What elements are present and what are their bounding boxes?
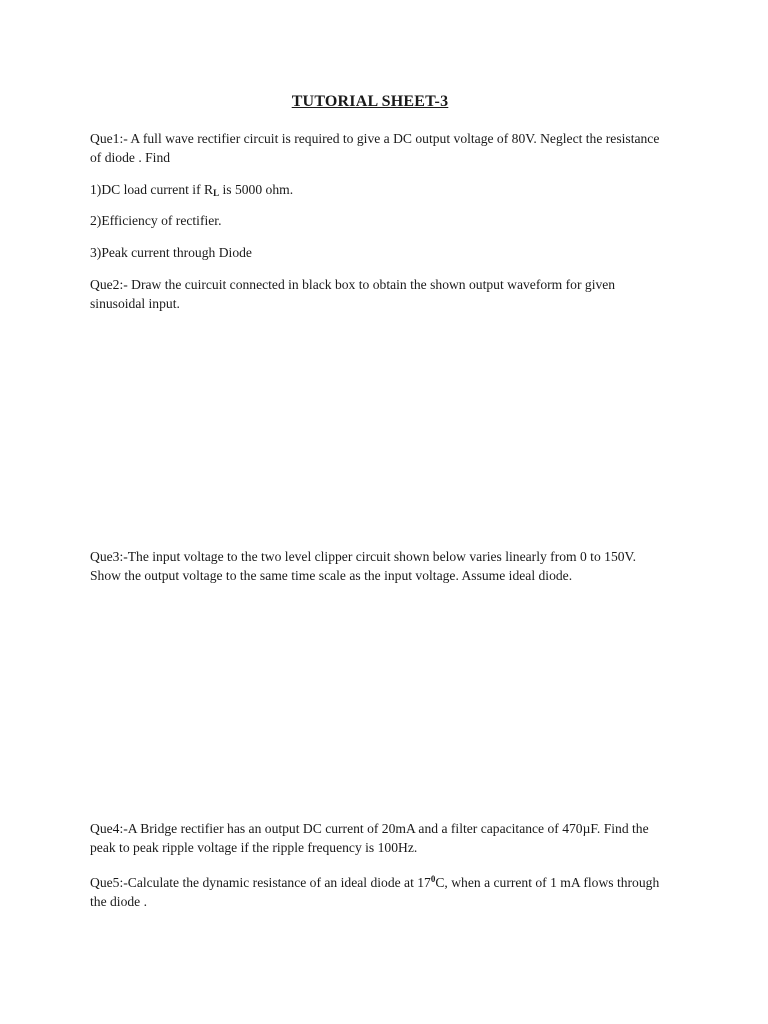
- degree-superscript: 0: [430, 874, 436, 884]
- question-1-part-3: 3)Peak current through Diode: [90, 245, 252, 260]
- question-2-text: Que2:- Draw the cuircuit connected in black box to obtain the shown output waveform for given sinusoidal input.: [90, 277, 616, 311]
- question-3-text: Que3:-The input voltage to the two level clipper circuit shown below varies linearly from 0 to 150V. Show the output voltage to the same time scale as the input voltage. Assume ideal diode.: [90, 549, 637, 583]
- question-1-text: Que1:- A full wave rectifier circuit is required to give a DC output voltage of 80V. Neglect the resistance of diode . Find: [90, 131, 660, 165]
- question-1-part-2: 2)Efficiency of rectifier.: [90, 213, 222, 228]
- subscript-l: L: [213, 188, 220, 198]
- question-5-text: Que5:-Calculate the dynamic resistance of an ideal diode at $17^0C$, when a current of 1 mA flows through the diode .: [90, 874, 660, 909]
- question-4-text: Que4:-A Bridge rectifier has an output DC current of 20mA and a filter capacitance of 470µF. Find the peak to peak ripple voltage if the ripple frequency is 100Hz.: [90, 821, 649, 855]
- sheet-title: TUTORIAL SHEET-3: [291, 93, 449, 110]
- question-1-part-1: 1)DC load current if $R_L$ is 5000 ohm.: [90, 182, 294, 198]
